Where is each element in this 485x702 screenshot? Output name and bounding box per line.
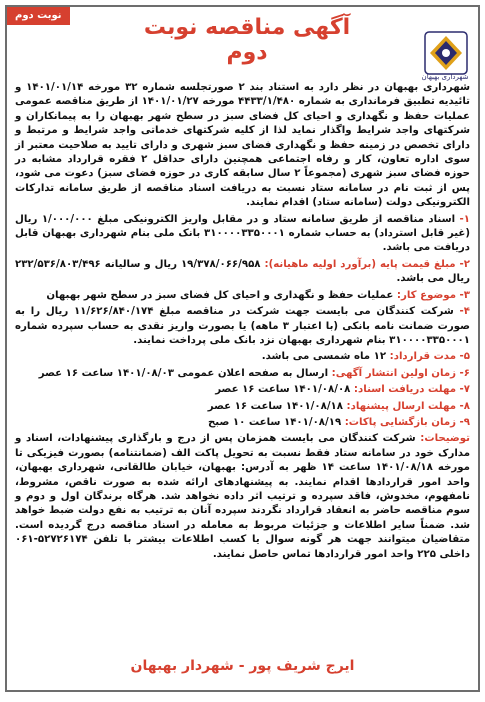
list-item [15,350,470,364]
signature: ایرج شریف پور - شهردار بهبهان [130,658,355,674]
list-item [15,416,470,430]
item-text: عملیات حفظ و نگهداری و احیای کل فضای سبز در سطح شهر بهبهان [46,289,394,301]
item-text: ۱۴۰۱/۰۸/۱۸ ساعت ۱۶ عصر [207,400,343,412]
item-label: ۵- مدت قرارداد: [386,351,470,363]
list-item [15,213,470,256]
list-item [15,400,470,414]
logo-caption: شهرداری بهبهان [421,73,469,81]
item-text: ارسال به صفحه اعلان عمومی ۱۴۰۱/۰۸/۰۳ ساعت ۱۶ عصر [38,367,329,379]
item-text: ۱۴۰۱/۰۸/۱۹ ساعت ۱۰ صبح [207,416,342,428]
edition-badge: نوبت دوم [7,7,70,25]
notice-title: آگهی مناقصه نوبت دوم [143,15,351,65]
item-label: ۱- [455,213,471,225]
notice-body [15,81,470,564]
intro-paragraph: شهرداری بهبهان در نظر دارد به استناد بند ۲ صورتجلسه شماره ۳۲ مورخه ۱۴۰۱/۰۱/۱۴ و تائیدیه تطبیق فرمانداری به شماره ۴۴۳۳/۱/۴۸۰ مورخه ۱۴۰۱/۰۱/۲۷ از طریق مناقصه عمومی عملیات حفظ و نگهداری و احیای کل فضای سبز در سطح شهر بهبهان را به پیمانکاران و شرکتهای واجد شرایط واگذار نماید لذا از کلیه شرکتهای خدماتی واجد شرایط و مرتبط و دارای تخصص در زمینه حفظ و نگهداری فضای سبز شهری و دارای تایید به صلاحیت معتبر از سوی اداره تعاون، کار و رفاه اجتماعی همچنین دارای حداقل ۲ فقره قرارداد مشابه در حوزه فضای سبز شهری (مجموعاً ۲ سال سابقه کاری در حوزه فضای سبز) دعوت می شود، پس از ثبت نام در سامانه ستاد نسبت به دریافت اسناد مناقصه از طریق سامانه تدارکات الکترونیکی دولت (سامانه ستاد) اقدام نمایند. [15,82,471,209]
item-text: ۱۲ ماه شمسی می باشد. [261,351,387,363]
item-label: ۷- مهلت دریافت اسناد: [350,384,470,396]
list-item [15,258,470,287]
item-text: ۱۴۰۱/۰۸/۰۸ ساعت ۱۶ عصر [215,384,351,396]
list-item [15,289,470,303]
item-text: شرکت کنندگان می بایست جهت شرکت در مناقصه مبلغ ۱۱/۶۲۶/۸۴۰/۱۷۴ ریال را به صورت ضمانت نامه بانکی (با اعتبار ۳ ماهه) یا بصورت واریز نقدی به حساب سپرده شماره ۳۱۰۰۰۰۳۳۵۰۰۰۱ بنام شهرداری بهبهان نزد بانک ملی پرداخت نمایند. [15,306,470,346]
item-label: ۹- زمان بازگشایی پاکات: [341,416,470,428]
list-item [15,305,470,348]
list-item [15,383,470,397]
notes-label: توضیحات: [415,433,470,445]
item-label: ۲- مبلغ قیمت پایه (برآورد اولیه ماهیانه): [260,258,471,270]
item-text: اسناد مناقصه از طریق سامانه ستاد و در مقابل واریز الکترونیکی مبلغ ۱/۰۰۰/۰۰۰ ریال (غیر قابل استرداد) به حساب شماره ۳۱۰۰۰۰۳۳۵۰۰۰۱ بانک ملی بنام شهرداری بهبهان قابل دریافت می باشد. [15,213,471,254]
item-text: ۱۹/۳۷۸/۰۶۶/۹۵۸ ریال و سالیانه ۲۳۲/۵۳۶/۸۰۳/۴۹۶ ریال می باشد. [15,258,470,285]
item-label: ۳- موضوع کار: [393,289,470,301]
notice-page [5,5,480,692]
municipality-logo-icon [424,31,468,75]
item-label: ۴- [453,306,470,318]
list-item [15,367,470,381]
item-label: ۸- مهلت ارسال پیشنهاد: [342,400,470,412]
notes-text: شرکت کنندگان می بایست همزمان پس از درج و بارگذاری پیشنهادات، اسناد و مدارک خود در سامانه ستاد فقط نسبت به تحویل پاکت الف (ضمانتنامه) بصورت فیزیکی تا مورخه ۱۴۰۱/۰۸/۱۸ ساعت ۱۴ ظهر به آدرس: بهبهان، خیابان طالقانی، شهرداری بهبهان، واحد امور قراردادها اقدام نمایند. به پیشنهادهای ارائه شده به صورت ناقص، مشروط، نامفهوم، مخدوش، فاقد سپرده و ترتیب اثر داده نخواهد شد. هرگاه برندگان اول و دوم و سوم مناقصه حاضر به انعقاد قرارداد نگردند سپرده آنان به ترتیب به نفع دولت ضبط خواهد شد. ضمناً سایر اطلاعات و جزئیات مربوط به معامله در اسناد مناقصه درج گردیده است. متقاضیان میتوانند جهت هر گونه سوال یا کسب اطلاعات بیشتر با تلفن ۵۲۷۲۶۱۷۴-۰۶۱ داخلی ۲۲۵ واحد امور قراردادها تماس حاصل نمایند. [15,433,470,560]
notes-paragraph [15,432,470,562]
item-label: ۶- زمان اولین انتشار آگهی: [328,367,470,379]
